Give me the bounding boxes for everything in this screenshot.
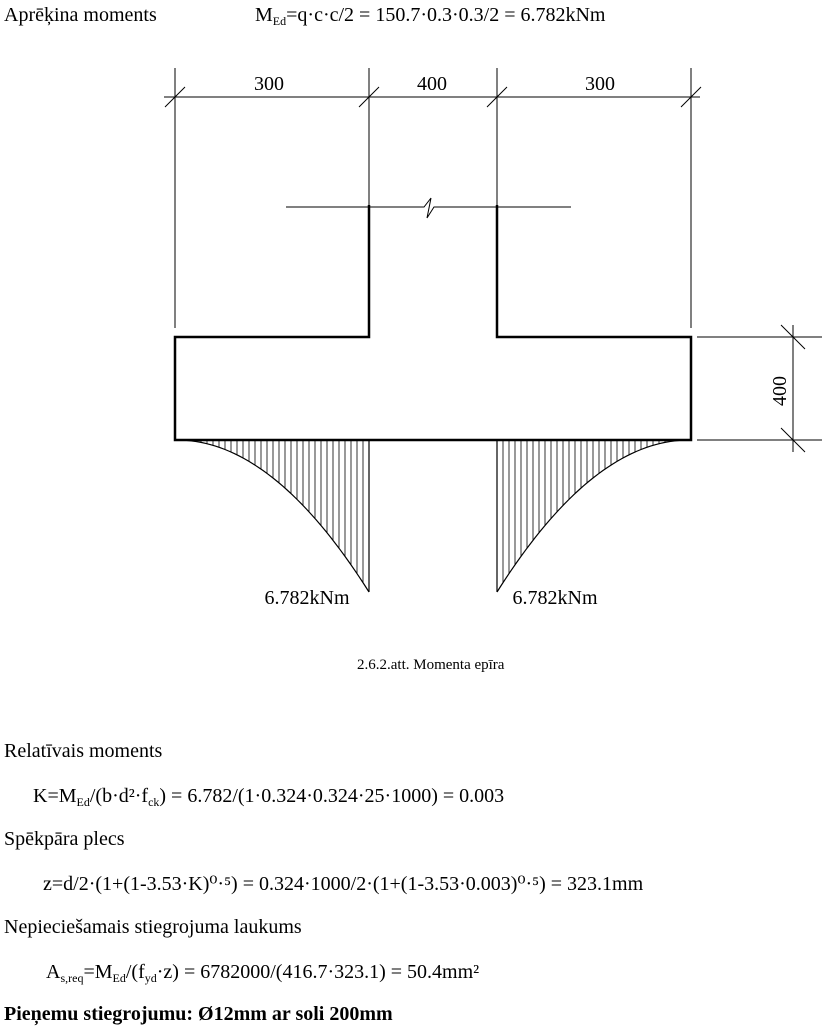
dimension-right: 300 [585,73,615,95]
calculation-label: Aprēķina moments [4,4,157,26]
moment-formula: $M_{Ed}=q\cdot c\cdot c/2 = 150.7\cdot 0.3\cdot 0.3/2 = 6.782kNm$ [255,4,606,28]
dimension-middle: 400 [417,73,447,95]
dimension-left: 300 [254,73,284,95]
foundation-outline [175,205,691,440]
relative-moment-heading: Relatīvais moments [4,740,163,762]
relative-moment-formula: $K=M_{Ed}/(b\cdot d^2\cdot f_{ck}) = 6.782/(1\cdot 0.324\cdot 0.324\cdot 25\cdot 1000) = 0.003$ [33,785,505,809]
figure-caption: 2.6.2.att. Momenta epīra [357,657,505,673]
break-line [286,198,571,218]
accepted-reinforcement: Pieņemu stiegrojumu: Ø12mm ar soli 200mm [4,1003,393,1025]
moment-value-left: 6.782kNm [264,587,350,609]
reinforcement-area-formula: $A_{s,req}=M_{Ed}/(f_{yd}\cdot z) = 6782000/(416.7\cdot 323.1) = 50.4mm^2$ [46,961,480,985]
moment-hatching-left [183,440,363,583]
lever-arm-heading: Spēkpāra plecs [4,828,125,850]
dimension-height: 400 [769,376,791,406]
lever-arm-formula: z=d/2·(1+(1-3.53·K)⁰·⁵) = 0.324·1000/2·(1+(1-3.53·0.003)⁰·⁵) = 323.1mm [43,873,644,895]
reinforcement-area-heading: Nepieciešamais stiegrojuma laukums [4,916,302,938]
moment-value-right: 6.782kNm [512,587,598,609]
moment-hatching-right [503,440,683,583]
